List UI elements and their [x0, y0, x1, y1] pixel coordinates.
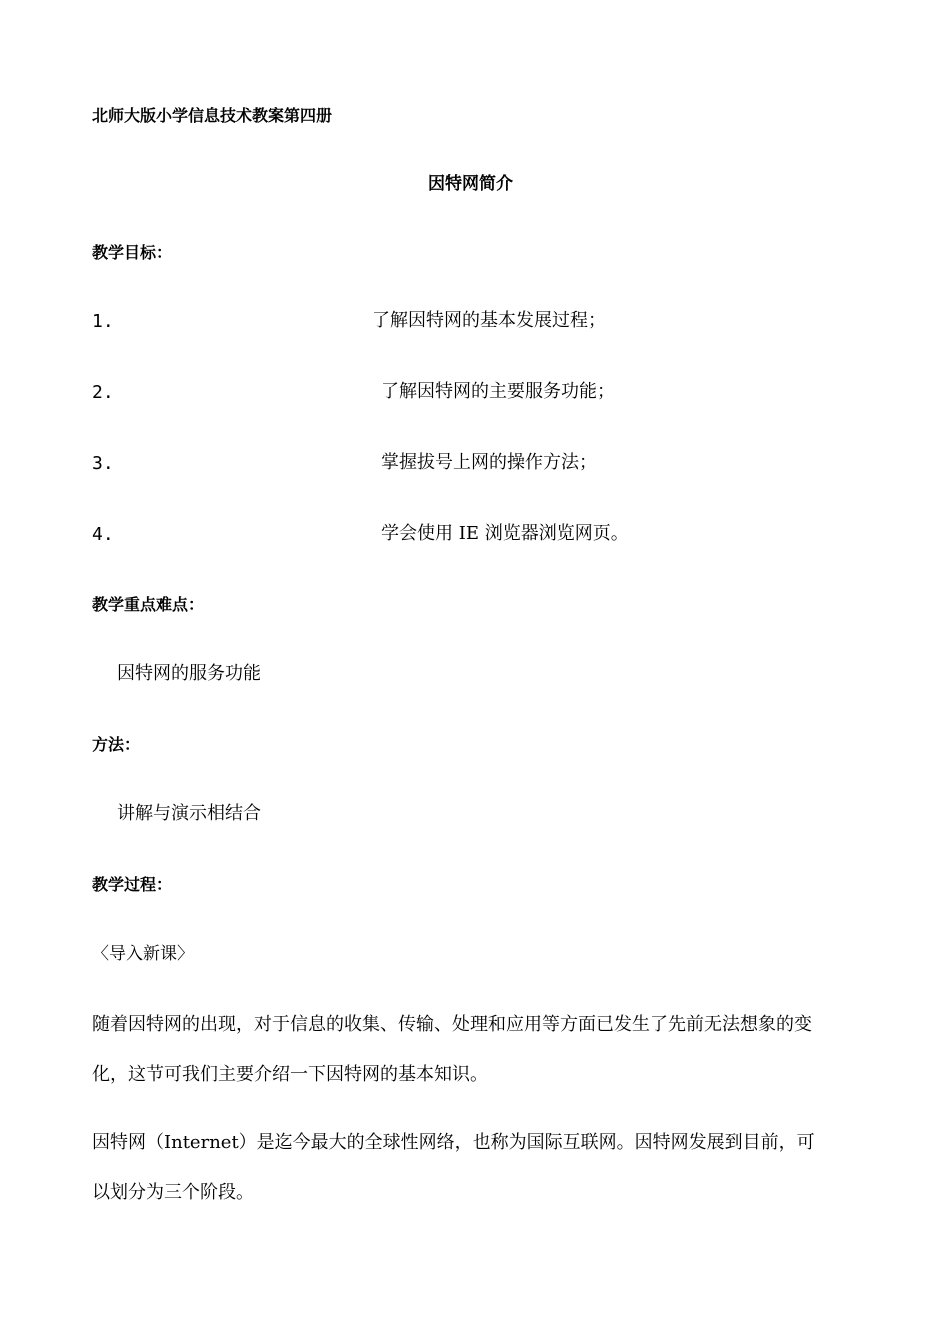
document-header: 北师大版小学信息技术教案第四册 [92, 106, 333, 125]
method-heading: 方法： [92, 735, 141, 754]
paragraph-line: 以划分为三个阶段。 [92, 1182, 254, 1203]
process-heading: 教学过程： [92, 875, 173, 894]
key-points-heading: 教学重点难点： [92, 595, 205, 614]
objective-number: 4. [92, 524, 114, 545]
page-title: 因特网简介 [428, 174, 513, 194]
objective-item: 学会使用 IE 浏览器浏览网页。 [381, 523, 629, 544]
objective-item: 了解因特网的基本发展过程； [372, 310, 606, 331]
paragraph-line: 因特网（Internet）是迄今最大的全球性网络，也称为国际互联网。因特网发展到目前，可 [92, 1132, 815, 1153]
objective-item: 了解因特网的主要服务功能； [381, 381, 615, 402]
paragraph-line: 化，这节可我们主要介绍一下因特网的基本知识。 [92, 1064, 488, 1085]
objective-number: 1. [92, 311, 114, 332]
objective-item: 掌握拔号上网的操作方法； [381, 452, 597, 473]
objective-number: 2. [92, 382, 114, 403]
method-text: 讲解与演示相结合 [117, 803, 261, 824]
process-subheading: 〈导入新课〉 [92, 944, 194, 964]
objective-number: 3. [92, 453, 114, 474]
objectives-heading: 教学目标： [92, 243, 173, 262]
paragraph-line: 随着因特网的出现，对于信息的收集、传输、处理和应用等方面已发生了先前无法想象的变 [92, 1014, 812, 1035]
key-points-text: 因特网的服务功能 [117, 663, 261, 684]
